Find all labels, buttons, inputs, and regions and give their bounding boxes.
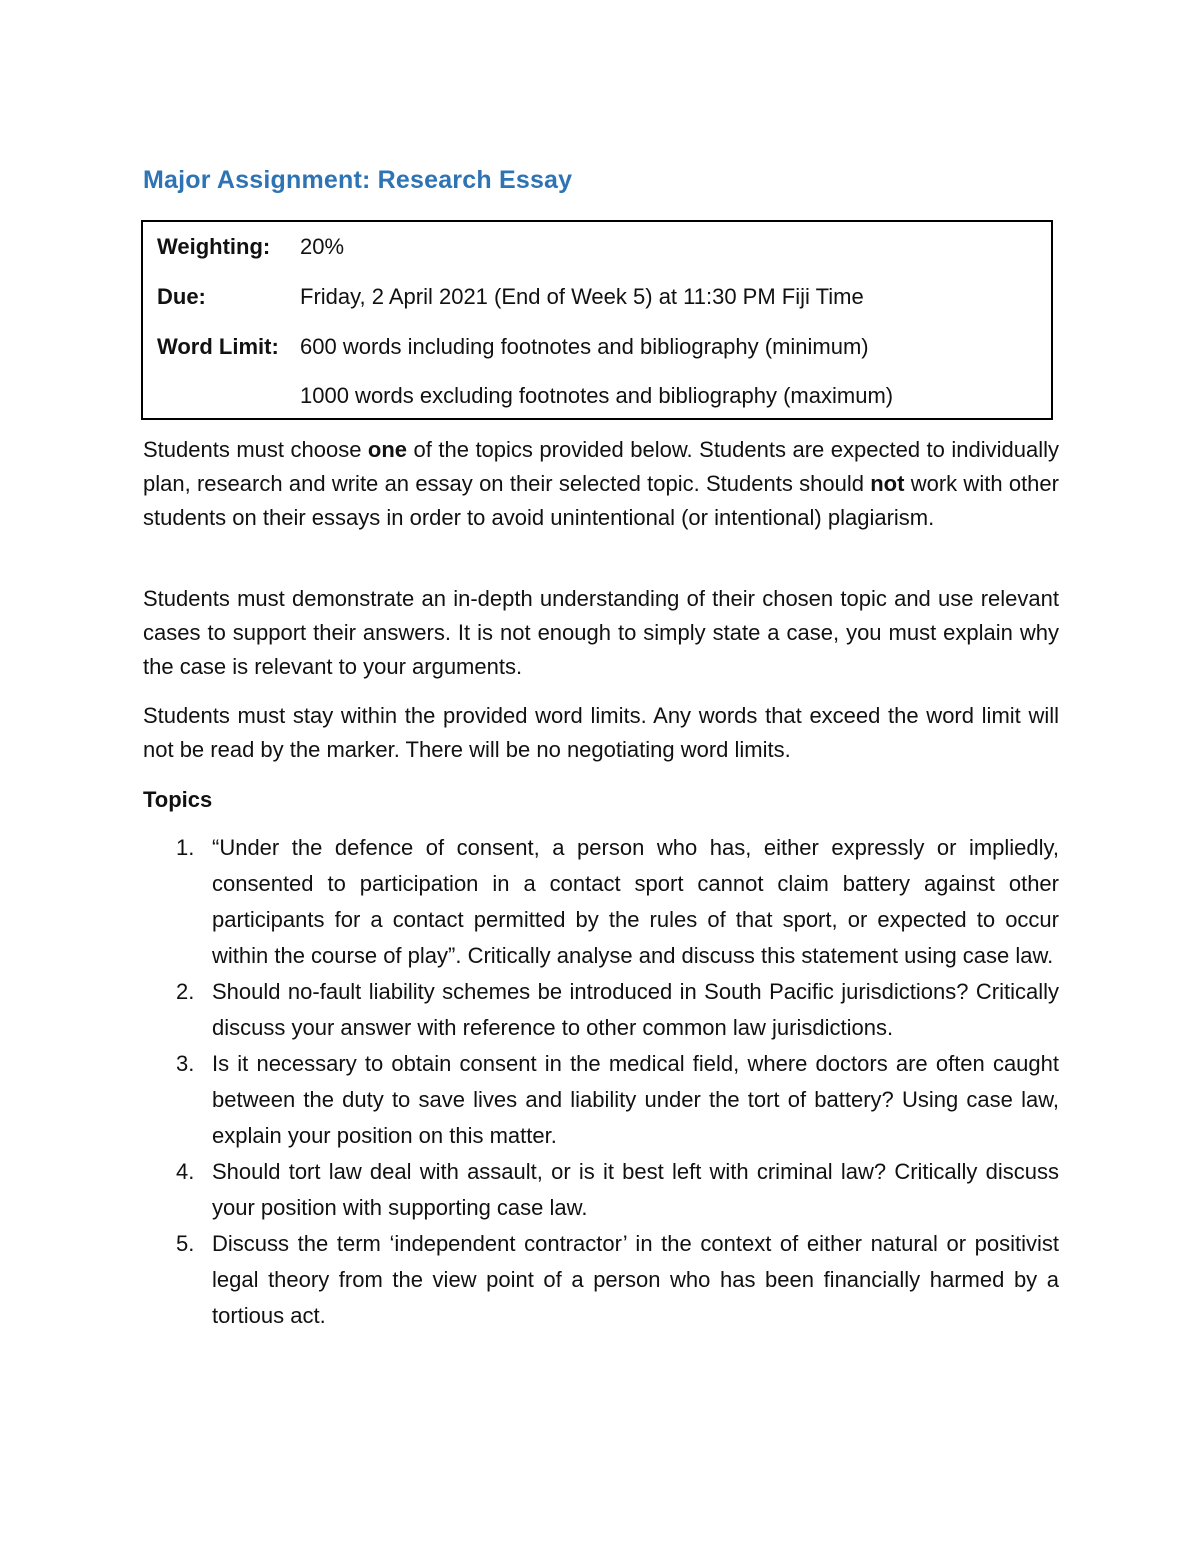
instructions-text-3: work with other students on their essays in order to avoid unintentional (or intentional) plagiarism. <box>143 471 1059 530</box>
due-value: Friday, 2 April 2021 (End of Week 5) at 11:30 PM Fiji Time <box>300 284 864 309</box>
topic-text: Should no-fault liability schemes be introduced in South Pacific jurisdictions? Critically discuss your answer with reference to other common law jurisdictions. <box>212 979 1059 1040</box>
topic-number: 3. <box>176 1051 195 1076</box>
topic-number: 4. <box>176 1159 195 1184</box>
topic-number: 2. <box>176 979 195 1004</box>
word-limit-paragraph: Students must stay within the provided word limits. Any words that exceed the word limit will not be read by the marker. There will be no negotiating word limits. <box>143 703 1059 762</box>
topic-text: “Under the defence of consent, a person who has, either expressly or impliedly, consented to participation in a contact sport cannot claim battery against other participants for a contact permitted by the rules of that sport, or expected to occur within the course of play”. Critically analyse and discuss this statement using case law. <box>212 835 1059 968</box>
word-limit-label: Word Limit: <box>157 334 279 359</box>
word-limit-min: 600 words including footnotes and bibliography (minimum) <box>300 334 869 359</box>
topic-item <box>143 1046 1059 1154</box>
instructions-bold-not: not <box>870 471 905 496</box>
topic-item <box>143 974 1059 1046</box>
topics-heading: Topics <box>143 787 213 812</box>
topic-item <box>143 830 1059 974</box>
topic-text: Discuss the term ‘independent contractor’ in the context of either natural or positivist legal theory from the view point of a person who has been financially harmed by a tortious act. <box>212 1231 1059 1328</box>
topic-text: Is it necessary to obtain consent in the medical field, where doctors are often caught between the duty to save lives and liability under the tort of battery? Using case law, explain your position on this matter. <box>212 1051 1059 1148</box>
understanding-paragraph: Students must demonstrate an in-depth understanding of their chosen topic and use relevant cases to support their answers. It is not enough to simply state a case, you must explain why the case is relevant to your arguments. <box>143 586 1059 679</box>
weighting-value: 20% <box>300 234 345 259</box>
topic-number: 5. <box>176 1231 195 1256</box>
instructions-bold-one: one <box>367 437 408 462</box>
due-label: Due: <box>157 284 206 309</box>
weighting-label: Weighting: <box>157 234 271 259</box>
topics-list <box>143 830 1059 1334</box>
assignment-info-box <box>141 220 1053 420</box>
page-title: Major Assignment: Research Essay <box>143 166 573 194</box>
instructions-text-2: of the topics provided below. Students are expected to individually plan, research and write an essay on their selected topic. Students should <box>143 437 1059 496</box>
word-limit-max: 1000 words excluding footnotes and bibliography (maximum) <box>300 383 894 408</box>
topic-item <box>143 1226 1059 1334</box>
instructions-text-1: Students must choose <box>143 437 368 462</box>
topic-item <box>143 1154 1059 1226</box>
instructions-paragraph <box>143 433 1059 535</box>
topic-number: 1. <box>176 835 195 860</box>
topic-text: Should tort law deal with assault, or is it best left with criminal law? Critically discuss your position with supporting case law. <box>212 1159 1059 1220</box>
